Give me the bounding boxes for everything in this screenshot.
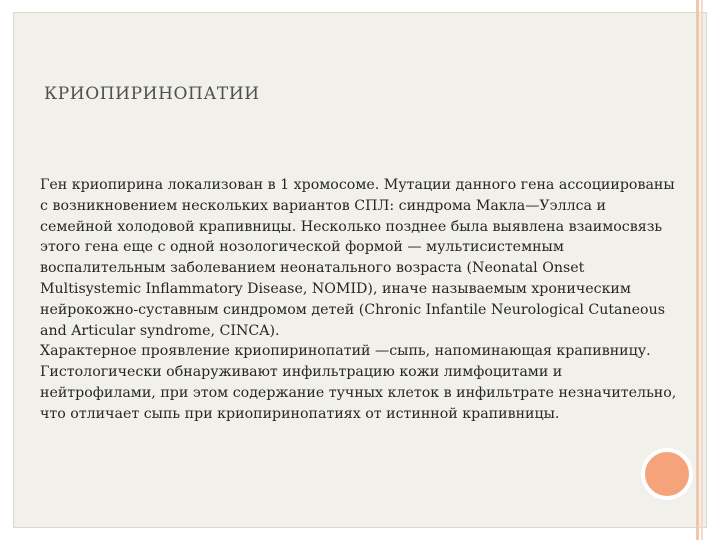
body-paragraph: Характерное проявление криопиринопатий —сыпь, напоминающая крапивницу. Гистологически обнаруживают инфильтрацию кожи лимфоцитами и нейтрофилами, при этом содержание тучных клеток в инфильтрате незначительно, что отличает сыпь при криопиринопатиях от истинной крапивницы. <box>40 343 677 422</box>
body-paragraph: Ген криопирина локализован в 1 хромосоме. Мутации данного гена ассоциированы с возникновением нескольких вариантов СПЛ: синдрома Макла—Уэллса и семейной холодовой крапивницы. Несколько позднее была выявлена взаимосвязь этого гена еще с одной нозологической формой — мультисистемным воспалительным заболеванием неонатального возраста (Neonatal Onset Multisystemic Inflammatory Disease, NOMID), иначе называемым хроническим нейрокожно-суставным синдромом детей (Chronic Infantile Neurological Cutaneous and Articular syndrome, CINCA). <box>40 177 675 339</box>
decorative-circle <box>641 448 693 500</box>
decorative-right-bar <box>696 0 699 540</box>
slide-title: КРИОПИРИНОПАТИИ <box>44 84 260 104</box>
slide-body <box>40 175 680 425</box>
decorative-right-bar-secondary <box>701 0 703 540</box>
